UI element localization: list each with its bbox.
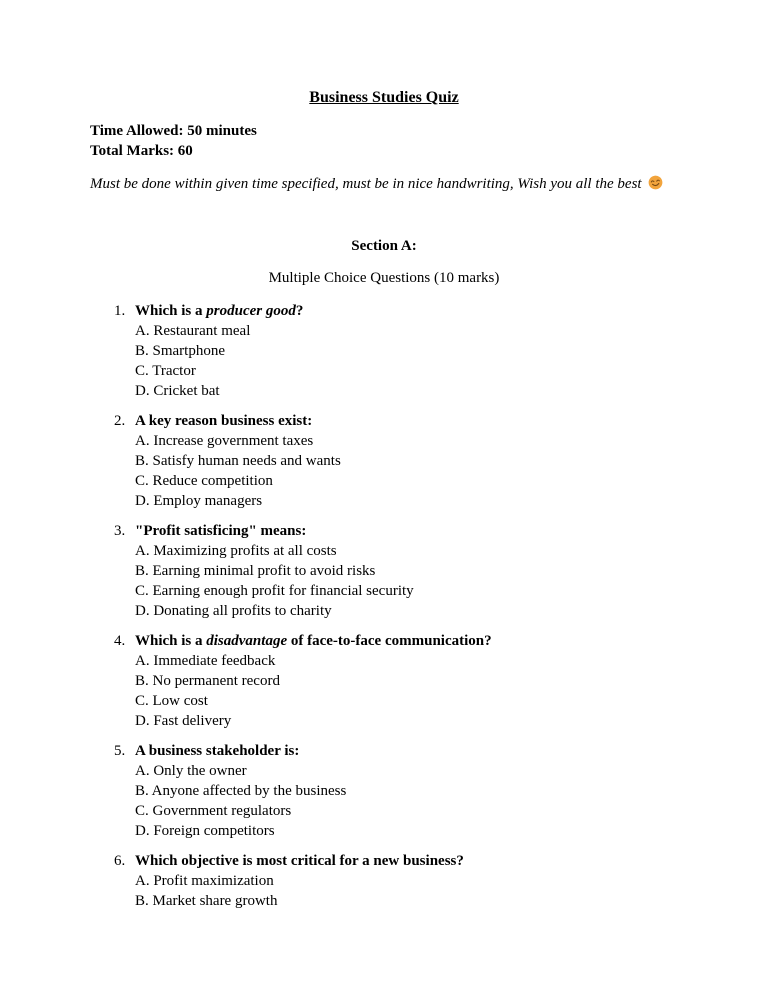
answer-option: D. Donating all profits to charity [135,603,332,619]
answer-option: B. Smartphone [135,343,225,359]
question-item [90,521,678,621]
question-line [90,741,678,761]
answer-option: D. Fast delivery [135,713,232,729]
question-text: A key reason business exist: [135,413,313,429]
question-line [90,411,678,431]
question-item [90,411,678,511]
question-item [90,631,678,731]
question-line [90,851,678,871]
total-marks-line: Total Marks: 60 [90,143,193,159]
question-options [90,431,678,511]
document-title [90,88,678,108]
question-text: A business stakeholder is: [135,743,300,759]
smiling-face-emoji [647,174,664,191]
instructions-line [90,174,678,194]
question-line [90,631,678,651]
question-text: Which is a disadvantage of face-to-face communication? [135,633,492,649]
question-options [90,651,678,731]
question-text: Which is a producer good? [135,303,304,319]
question-options [90,761,678,841]
answer-option: D. Cricket bat [135,383,220,399]
instructions-text: Must be done within given time specified, must be in nice handwriting, Wish you all the best [90,176,642,192]
time-allowed-line: Time Allowed: 50 minutes [90,123,257,139]
question-options [90,871,678,911]
section-a-subheading: Multiple Choice Questions (10 marks) [268,270,500,286]
question-number: 6. [114,853,126,869]
question-number: 4. [114,633,126,649]
answer-option: B. Anyone affected by the business [135,783,347,799]
answer-option: A. Immediate feedback [135,653,276,669]
question-options [90,541,678,621]
question-number: 5. [114,743,126,759]
answer-option: A. Only the owner [135,763,247,779]
question-list [90,301,678,911]
answer-option: B. No permanent record [135,673,280,689]
question-text: "Profit satisficing" means: [135,523,307,539]
question-text: Which objective is most critical for a new business? [135,853,464,869]
answer-option: B. Satisfy human needs and wants [135,453,341,469]
question-number: 1. [114,303,126,319]
answer-option: D. Employ managers [135,493,263,509]
answer-option: C. Earning enough profit for financial security [135,583,414,599]
answer-option: A. Maximizing profits at all costs [135,543,337,559]
answer-option: C. Reduce competition [135,473,273,489]
answer-option: C. Government regulators [135,803,292,819]
question-number: 3. [114,523,126,539]
section-a-heading: Section A: [351,238,417,254]
question-number: 2. [114,413,126,429]
document-title-text: Business Studies Quiz [309,89,459,106]
answer-option: A. Restaurant meal [135,323,251,339]
answer-option: A. Increase government taxes [135,433,314,449]
answer-option: A. Profit maximization [135,873,274,889]
answer-option: D. Foreign competitors [135,823,275,839]
question-item [90,851,678,911]
answer-option: B. Market share growth [135,893,278,909]
answer-option: C. Tractor [135,363,196,379]
question-item [90,741,678,841]
question-line [90,521,678,541]
question-line [90,301,678,321]
answer-option: C. Low cost [135,693,208,709]
question-options [90,321,678,401]
question-item [90,301,678,401]
answer-option: B. Earning minimal profit to avoid risks [135,563,376,579]
